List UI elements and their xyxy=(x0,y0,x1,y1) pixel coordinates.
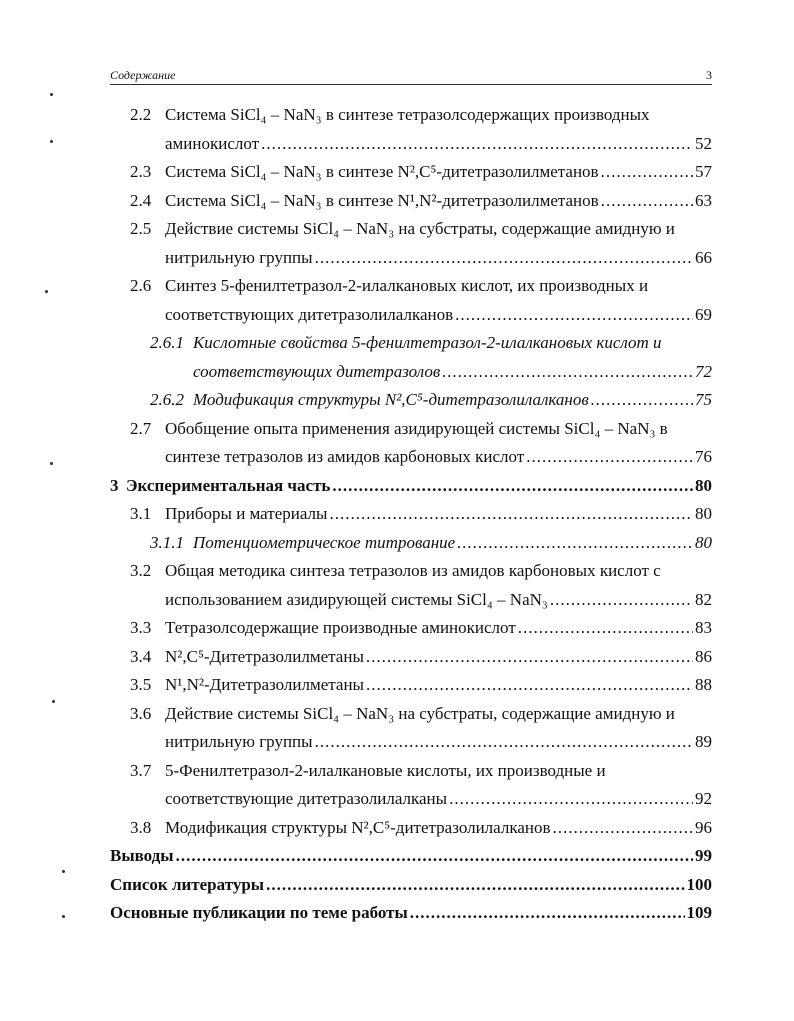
dot-leader xyxy=(332,476,693,496)
toc-entry-continuation xyxy=(165,785,712,813)
toc-entry-page: 72 xyxy=(695,361,712,381)
toc-entry xyxy=(130,643,712,671)
toc-entry-page: 76 xyxy=(695,447,712,466)
toc-entry-page: 80 xyxy=(695,475,712,495)
toc-entry-page: 100 xyxy=(686,874,712,894)
toc-entry-page: 82 xyxy=(695,589,712,609)
toc-entry xyxy=(130,272,712,300)
toc-entry-title: Система SiCl₄ – NaN₃ в синтезе тетразолсодержащих производных xyxy=(165,105,650,124)
toc-entry-title: Тетразолсодержащие производные аминокислот xyxy=(165,618,516,637)
toc-entry-title: использованием азидирующей системы SiCl₄ – NaN₃ xyxy=(165,589,548,609)
toc-entry-continuation xyxy=(165,728,712,756)
toc-entry-continuation xyxy=(165,130,712,158)
scan-speck xyxy=(62,870,65,873)
dot-leader xyxy=(455,305,693,325)
toc-entry-number: 3.5 xyxy=(130,675,152,694)
dot-leader xyxy=(601,162,693,182)
toc-entry-body xyxy=(165,305,712,325)
scan-speck xyxy=(50,462,53,465)
toc-entry-page: 88 xyxy=(695,675,712,694)
toc-entry-continuation xyxy=(165,301,712,329)
toc-entry-number: 3.6 xyxy=(130,703,152,723)
toc-entry-title: Действие системы SiCl₄ – NaN₃ на субстраты, содержащие амидную и xyxy=(165,219,675,238)
toc-entry-body xyxy=(165,191,712,211)
toc-entry-body xyxy=(193,333,712,353)
toc-entry-body xyxy=(165,732,712,752)
toc-entry-body xyxy=(165,647,712,667)
toc-entry-title: Потенциометрическое титрование xyxy=(193,532,456,552)
toc-entry-number: 2.6.2 xyxy=(150,390,184,409)
toc-entry-number: 3 xyxy=(110,475,119,495)
toc-entry-body xyxy=(126,476,712,496)
toc-entry-page: 109 xyxy=(686,903,712,922)
toc-entry-title: Система SiCl₄ – NaN₃ в синтезе N¹,N²-дитетразолилметанов xyxy=(165,190,599,210)
toc-entry-body xyxy=(165,561,712,581)
toc-entry-number: 2.6 xyxy=(130,276,152,295)
toc-entry-body xyxy=(165,134,712,154)
toc-entry-continuation xyxy=(193,358,712,386)
toc-entry-body xyxy=(165,761,712,781)
toc-entry-page: 96 xyxy=(695,817,712,837)
dot-leader xyxy=(261,134,693,154)
dot-leader xyxy=(366,675,693,695)
toc-entry xyxy=(130,415,712,443)
toc-entry-body xyxy=(165,419,712,439)
toc-entry xyxy=(130,557,712,585)
toc-entry-number: 2.2 xyxy=(130,105,152,124)
dot-leader xyxy=(315,732,693,752)
toc-entry-page: 89 xyxy=(695,732,712,751)
toc-entry xyxy=(150,329,712,357)
toc-entry-body xyxy=(165,590,712,610)
dot-leader xyxy=(526,447,693,467)
dot-leader xyxy=(518,618,693,638)
toc-entry-page: 52 xyxy=(695,133,712,153)
scan-speck xyxy=(45,290,48,293)
dot-leader xyxy=(591,390,693,410)
toc-entry xyxy=(110,871,712,899)
toc-entry-body xyxy=(165,276,712,296)
header-page-number: 3 xyxy=(706,68,712,82)
toc-entry xyxy=(130,700,712,728)
toc-entry-body xyxy=(165,704,712,724)
toc-entry xyxy=(130,158,712,186)
toc-entry-number: 2.7 xyxy=(130,418,152,438)
toc-entry-number: 3.1 xyxy=(130,504,152,523)
toc-entry-title: Обобщение опыта применения азидирующей системы SiCl₄ – NaN₃ в xyxy=(165,418,668,438)
scan-speck xyxy=(62,915,65,918)
toc-entry-page: 80 xyxy=(695,504,712,523)
toc-entry-continuation xyxy=(165,244,712,272)
toc-entry xyxy=(130,101,712,129)
toc-entry-body xyxy=(165,162,712,182)
toc-entry-title: Кислотные свойства 5-фенилтетразол-2-илалкановых кислот и xyxy=(193,333,662,352)
toc-entry-title: Модификация структуры N²,C⁵-дитетразолилалканов xyxy=(165,817,551,837)
toc-entry-body xyxy=(165,447,712,467)
toc-entry-page: 75 xyxy=(695,390,712,409)
toc-entry-number: 3.8 xyxy=(130,817,152,837)
toc-entry-title: Выводы xyxy=(110,846,174,865)
toc-entry xyxy=(130,215,712,243)
toc-entry-continuation xyxy=(165,586,712,614)
toc-entry-title: N¹,N²-Дитетразолилметаны xyxy=(165,675,364,694)
toc-entry-title: синтезе тетразолов из амидов карбоновых кислот xyxy=(165,447,525,466)
toc-entry-title: соответствующих дитетразолов xyxy=(193,361,441,381)
toc-entry-body xyxy=(165,105,712,125)
scan-speck xyxy=(52,700,55,703)
toc-entry-body xyxy=(165,618,712,638)
toc-entry-body xyxy=(165,675,712,695)
toc-entry-title: Основные публикации по теме работы xyxy=(110,903,408,922)
dot-leader xyxy=(315,248,693,268)
toc-entry xyxy=(110,842,712,870)
toc-entry xyxy=(130,757,712,785)
toc-entry-title: Приборы и материалы xyxy=(165,504,328,523)
toc-entry-body xyxy=(193,362,712,382)
toc-entry-title: Общая методика синтеза тетразолов из амидов карбоновых кислот с xyxy=(165,561,661,580)
toc-entry-body xyxy=(110,846,712,866)
toc-entry xyxy=(150,386,712,414)
toc-entry-number: 2.3 xyxy=(130,162,152,181)
toc-entry-number: 3.2 xyxy=(130,561,152,580)
toc-entry-page: 57 xyxy=(695,162,712,181)
toc-entry-number: 3.3 xyxy=(130,618,152,637)
toc-entry-title: Экспериментальная часть xyxy=(126,475,331,495)
toc-entry-body xyxy=(165,504,712,524)
toc-entry xyxy=(130,614,712,642)
dot-leader xyxy=(176,846,693,866)
dot-leader xyxy=(266,875,684,895)
toc-entry-page: 99 xyxy=(695,846,712,865)
toc-entry-page: 63 xyxy=(695,190,712,210)
toc-entry xyxy=(130,671,712,699)
toc-entry-title: соответствующие дитетразолилалканы xyxy=(165,789,448,808)
toc-entry-title: 5-Фенилтетразол-2-илалкановые кислоты, их производные и xyxy=(165,760,606,780)
scan-speck xyxy=(50,140,53,143)
header-title: Содержание xyxy=(110,68,176,82)
toc-entry-number: 2.6.1 xyxy=(150,333,184,352)
toc-entry-page: 92 xyxy=(695,789,712,808)
toc-entry-body xyxy=(110,903,712,923)
toc-entry-page: 66 xyxy=(695,247,712,267)
toc-entry-title: Синтез 5-фенилтетразол-2-илалкановых кислот, их производных и xyxy=(165,276,649,295)
toc-entry-body xyxy=(165,789,712,809)
toc-entry-title: Модификация структуры N²,C⁵-дитетразолилалканов xyxy=(193,390,589,409)
toc-entry-number: 3.7 xyxy=(130,760,152,780)
dot-leader xyxy=(410,903,685,923)
dot-leader xyxy=(329,504,693,524)
toc-entry-body xyxy=(193,533,712,553)
toc-entry-title: Действие системы SiCl₄ – NaN₃ на субстраты, содержащие амидную и xyxy=(165,703,675,723)
dot-leader xyxy=(457,533,693,553)
toc-entry-title: Система SiCl₄ – NaN₃ в синтезе N²,C⁵-дитетразолилметанов xyxy=(165,162,599,181)
toc-entry xyxy=(130,500,712,528)
dot-leader xyxy=(449,789,693,809)
toc-entry-title: аминокислот xyxy=(165,133,260,153)
toc-entry-title: Список литературы xyxy=(110,874,265,894)
dot-leader xyxy=(601,191,693,211)
running-header xyxy=(110,68,712,85)
toc-entry xyxy=(150,529,712,557)
toc-entry xyxy=(110,899,712,927)
toc-entry xyxy=(130,814,712,842)
toc-entry-number: 2.5 xyxy=(130,219,152,238)
toc-entry-body xyxy=(193,390,712,410)
toc-entry-title: соответствующих дитетразолилалканов xyxy=(165,304,454,324)
toc-entry-page: 83 xyxy=(695,618,712,637)
toc-entry-title: нитрильную группы xyxy=(165,732,313,751)
toc-entry-page: 69 xyxy=(695,304,712,324)
toc-entry-page: 86 xyxy=(695,646,712,666)
toc-entry xyxy=(130,187,712,215)
scan-speck xyxy=(50,93,53,96)
dot-leader xyxy=(550,590,693,610)
dot-leader xyxy=(442,362,693,382)
dot-leader xyxy=(553,818,693,838)
toc-entry-body xyxy=(165,818,712,838)
toc-entry-continuation xyxy=(165,443,712,471)
toc-entry-page: 80 xyxy=(695,532,712,552)
toc-entry-title: нитрильную группы xyxy=(165,247,313,267)
toc-entry-number: 2.4 xyxy=(130,190,152,210)
toc-entry-title: N²,C⁵-Дитетразолилметаны xyxy=(165,646,364,666)
toc-entry xyxy=(110,472,712,500)
toc-entry-number: 3.1.1 xyxy=(150,532,184,552)
toc-entry-body xyxy=(165,219,712,239)
toc-entry-body xyxy=(165,248,712,268)
dot-leader xyxy=(366,647,693,667)
toc-entry-number: 3.4 xyxy=(130,646,152,666)
toc-entry-body xyxy=(110,875,712,895)
